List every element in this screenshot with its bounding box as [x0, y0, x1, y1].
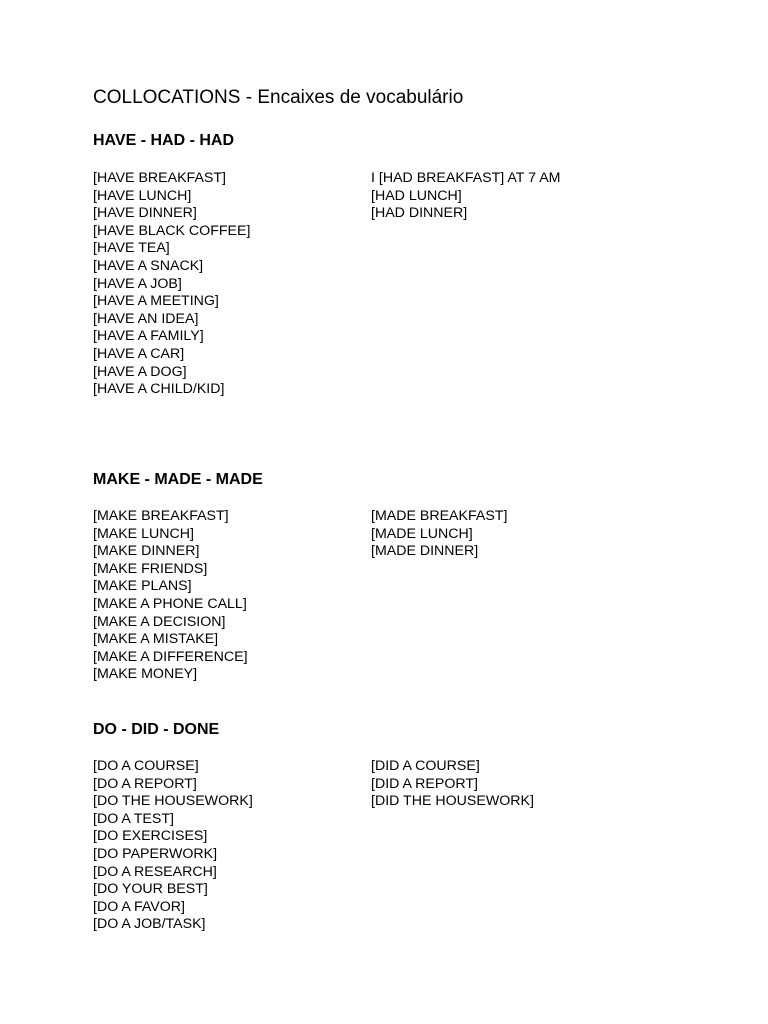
list-item: [MAKE MONEY] [93, 666, 198, 683]
list-item: [DO A FAVOR] [93, 898, 185, 915]
list-item: [DO EXERCISES] [93, 828, 208, 845]
section-heading-have: HAVE - HAD - HAD [93, 132, 235, 149]
list-item: [HAVE A MEETING] [93, 293, 219, 310]
list-item: [MADE LUNCH] [371, 525, 473, 542]
list-item: [DO A REPORT] [93, 775, 197, 792]
list-item: [DO A JOB/TASK] [93, 916, 206, 933]
list-item: [HAD LUNCH] [371, 187, 462, 204]
make-base-list [93, 508, 248, 684]
list-item: [DO THE HOUSEWORK] [93, 793, 253, 810]
list-item: [DO PAPERWORK] [93, 845, 218, 862]
list-item: [MAKE LUNCH] [93, 525, 194, 542]
list-item: [MAKE A DECISION] [93, 613, 226, 630]
list-item: [MAKE DINNER] [93, 543, 200, 560]
list-item: [DO A COURSE] [93, 758, 199, 774]
list-item: [HAVE A JOB] [93, 275, 182, 292]
list-item: [HAVE A CAR] [93, 345, 185, 362]
list-item: [MADE DINNER] [371, 543, 479, 560]
list-item: [DO YOUR BEST] [93, 881, 208, 898]
list-item: [HAVE AN IDEA] [93, 310, 199, 327]
section-heading-do: DO - DID - DONE [93, 721, 220, 738]
do-base-list [93, 758, 253, 934]
list-item: [HAVE BLACK COFFEE] [93, 222, 251, 239]
list-item: [DO A RESEARCH] [93, 863, 217, 880]
make-past-list [371, 508, 507, 561]
list-item: [DID THE HOUSEWORK] [371, 793, 534, 810]
list-item: [HAVE BREAKFAST] [93, 170, 226, 186]
list-item: [HAVE A FAMILY] [93, 328, 204, 345]
list-item: [HAVE A DOG] [93, 363, 187, 380]
list-item: [HAVE A SNACK] [93, 257, 204, 274]
section-heading-make: MAKE - MADE - MADE [93, 471, 263, 488]
list-item: [HAD DINNER] [371, 205, 468, 222]
list-item: [MAKE A MISTAKE] [93, 631, 219, 648]
list-item: [DID A REPORT] [371, 775, 478, 792]
list-item: [DID A COURSE] [371, 758, 480, 774]
list-item: [HAVE A CHILD/KID] [93, 381, 225, 398]
list-item: I [HAD BREAKFAST] AT 7 AM [371, 170, 561, 186]
list-item: [MADE BREAKFAST] [371, 508, 508, 524]
list-item: [HAVE LUNCH] [93, 187, 192, 204]
list-item: [MAKE PLANS] [93, 578, 192, 595]
have-base-list [93, 170, 250, 399]
list-item: [HAVE TEA] [93, 240, 170, 257]
list-item: [MAKE A DIFFERENCE] [93, 648, 248, 665]
page-title: COLLOCATIONS - Encaixes de vocabulário [93, 87, 464, 108]
list-item: [MAKE A PHONE CALL] [93, 595, 247, 612]
list-item: [MAKE BREAKFAST] [93, 508, 229, 524]
list-item: [DO A TEST] [93, 810, 174, 827]
have-past-list [371, 170, 561, 223]
list-item: [MAKE FRIENDS] [93, 560, 208, 577]
list-item: [HAVE DINNER] [93, 205, 197, 222]
do-past-list [371, 758, 534, 811]
